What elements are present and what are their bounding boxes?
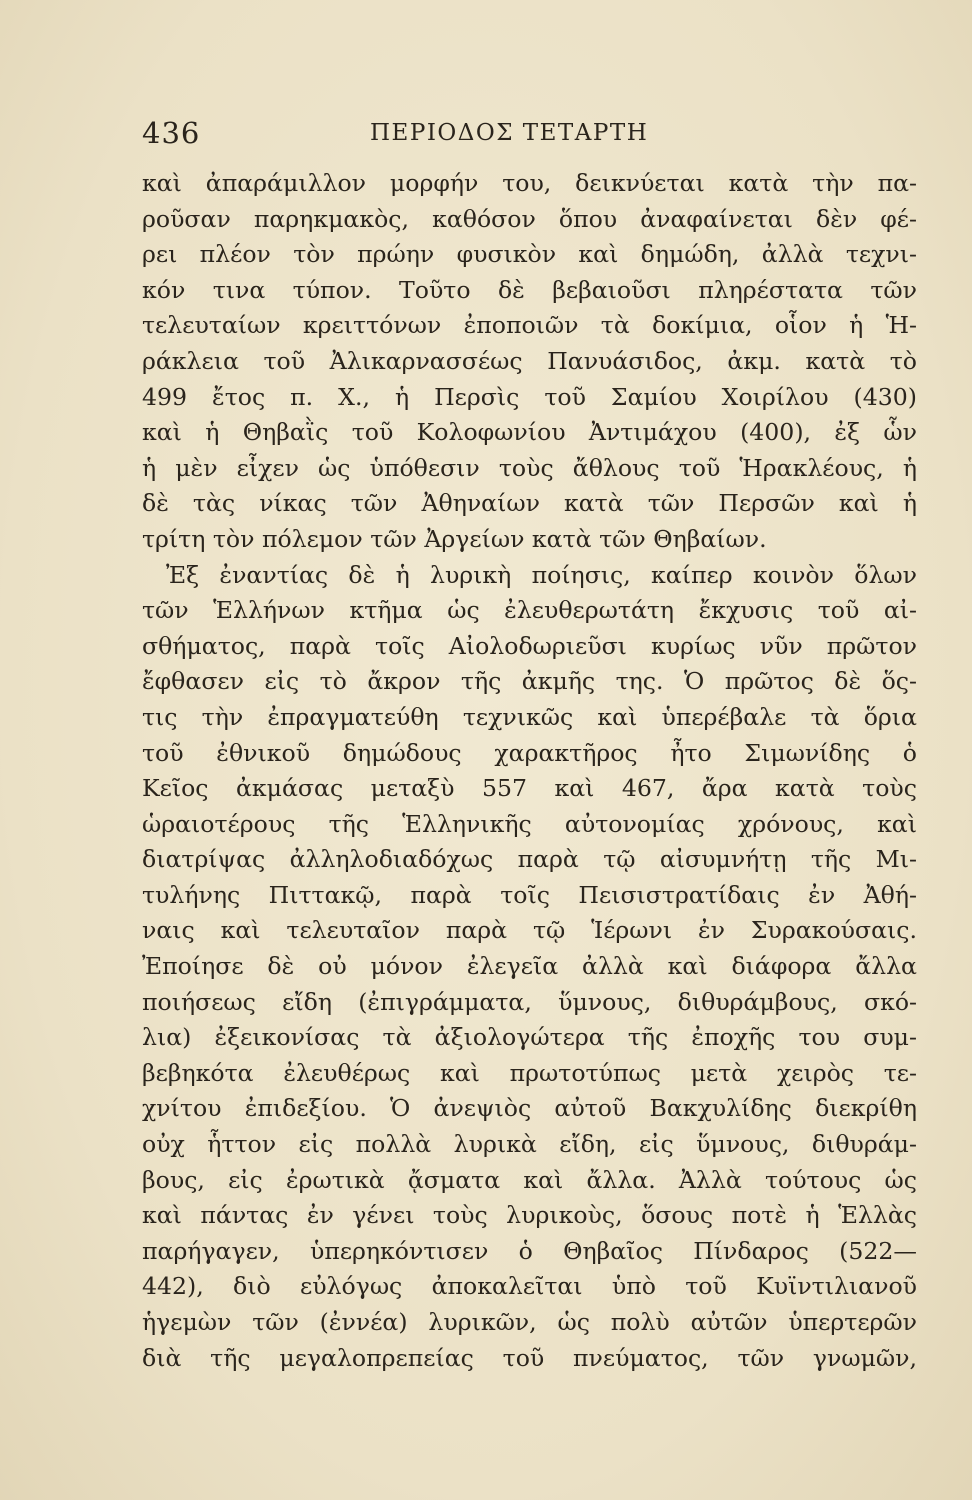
text-line: βεβηκότα ἐλευθέρως καὶ πρωτοτύπως μετὰ χειρὸς τε- bbox=[142, 1058, 917, 1087]
text-line: τις τὴν ἐπραγματεύθη τεχνικῶς καὶ ὑπερέβαλε τὰ ὅρια bbox=[142, 702, 917, 731]
running-head: ΠΕΡΙΟΔΟΣ ΤΕΤΑΡΤΗ bbox=[370, 120, 649, 146]
text-line: παρήγαγεν, ὑπερηκόντισεν ὁ Θηβαῖος Πίνδαρος (522— bbox=[142, 1236, 917, 1265]
text-line: ἡ μὲν εἶχεν ὡς ὑπόθεσιν τοὺς ἄθλους τοῦ Ἡρακλέους, ἡ bbox=[142, 453, 917, 482]
text-line: καὶ ἀπαράμιλλον μορφήν του, δεικνύεται κατὰ τὴν πα- bbox=[142, 169, 917, 197]
text-line: 442), διὸ εὐλόγως ἀποκαλεῖται ὑπὸ τοῦ Κυϊντιλιανοῦ bbox=[142, 1272, 917, 1301]
text-line: λια) ἐξεικονίσας τὰ ἀξιολογώτερα τῆς ἐποχῆς του συμ- bbox=[142, 1023, 917, 1052]
text-line: διατρίψας ἀλληλοδιαδόχως παρὰ τῷ αἰσυμνήτῃ τῆς Μι- bbox=[142, 845, 917, 874]
text-line: 499 ἔτος π. Χ., ἡ Περσὶς τοῦ Σαμίου Χοιρίλου (430) bbox=[142, 382, 917, 411]
text-line: τυλήνης Πιττακῷ, παρὰ τοῖς Πεισιστρατίδαις ἐν Ἀθή- bbox=[142, 880, 917, 909]
text-line: ποιήσεως εἴδη (ἐπιγράμματα, ὕμνους, διθυράμβους, σκό- bbox=[142, 987, 917, 1016]
text-line: ὡραιοτέρους τῆς Ἑλληνικῆς αὐτονομίας χρόνους, καὶ bbox=[142, 809, 917, 838]
text-line: ναις καὶ τελευταῖον παρὰ τῷ Ἱέρωνι ἐν Συρακούσαις. bbox=[142, 916, 917, 945]
text-line: καὶ πάντας ἐν γένει τοὺς λυρικοὺς, ὅσους ποτὲ ἡ Ἑλλὰς bbox=[142, 1201, 917, 1230]
text-line: καὶ ἡ Θηβαῒς τοῦ Κολοφωνίου Ἀντιμάχου (400), ἐξ ὧν bbox=[142, 418, 917, 447]
text-line: ἔφθασεν εἰς τὸ ἄκρον τῆς ἀκμῆς της. Ὁ πρῶτος δὲ ὅς- bbox=[142, 667, 917, 696]
text-line: ἡγεμὼν τῶν (ἐννέα) λυρικῶν, ὡς πολὺ αὐτῶν ὑπερτερῶν bbox=[142, 1308, 917, 1336]
text-line: οὐχ ἧττον εἰς πολλὰ λυρικὰ εἴδη, εἰς ὕμνους, διθυράμ- bbox=[142, 1130, 917, 1159]
text-line: ρει πλέον τὸν πρώην φυσικὸν καὶ δημώδη, ἀλλὰ τεχνι- bbox=[142, 240, 917, 269]
text-line: σθήματος, παρὰ τοῖς Αἰολοδωριεῦσι κυρίως νῦν πρῶτον bbox=[142, 631, 917, 660]
text-line: Κεῖος ἀκμάσας μεταξὺ 557 καὶ 467, ἄρα κατὰ τοὺς bbox=[142, 774, 917, 803]
text-line: τελευταίων κρειττόνων ἐποποιῶν τὰ δοκίμια, οἷον ἡ Ἡ- bbox=[142, 311, 917, 340]
page-header bbox=[142, 116, 912, 156]
text-line: βους, εἰς ἐρωτικὰ ᾄσματα καὶ ἄλλα. Ἀλλὰ τούτους ὡς bbox=[142, 1165, 917, 1194]
text-line: δὲ τὰς νίκας τῶν Ἀθηναίων κατὰ τῶν Περσῶν καὶ ἡ bbox=[142, 489, 917, 518]
text-line: τοῦ ἐθνικοῦ δημώδους χαρακτῆρος ἦτο Σιμωνίδης ὁ bbox=[142, 738, 917, 767]
text-line: τρίτη τὸν πόλεμον τῶν Ἀργείων κατὰ τῶν Θηβαίων. bbox=[142, 524, 767, 553]
text-line: ράκλεια τοῦ Ἀλικαρνασσέως Πανυάσιδος, ἀκμ. κατὰ τὸ bbox=[142, 346, 917, 375]
text-line: χνίτου ἐπιδεξίου. Ὁ ἀνεψιὸς αὐτοῦ Βακχυλίδης διεκρίθη bbox=[142, 1094, 917, 1123]
text-line: Ἐξ ἐναντίας δὲ ἡ λυρικὴ ποίησις, καίπερ κοινὸν ὅλων bbox=[166, 560, 917, 589]
text-line: τῶν Ἑλλήνων κτῆμα ὡς ἐλευθερωτάτη ἔκχυσις τοῦ αἰ- bbox=[142, 596, 917, 625]
page-number: 436 bbox=[142, 116, 201, 150]
text-line: κόν τινα τύπον. Τοῦτο δὲ βεβαιοῦσι πληρέστατα τῶν bbox=[142, 275, 917, 304]
text-line: Ἐποίησε δὲ οὐ μόνον ἐλεγεῖα ἀλλὰ καὶ διάφορα ἄλλα bbox=[142, 952, 917, 981]
body-text bbox=[142, 166, 917, 1376]
text-line: διὰ τῆς μεγαλοπρεπείας τοῦ πνεύματος, τῶν γνωμῶν, bbox=[142, 1343, 917, 1372]
text-line: ροῦσαν παρηκμακὸς, καθόσον ὅπου ἀναφαίνεται δὲν φέ- bbox=[142, 204, 917, 233]
